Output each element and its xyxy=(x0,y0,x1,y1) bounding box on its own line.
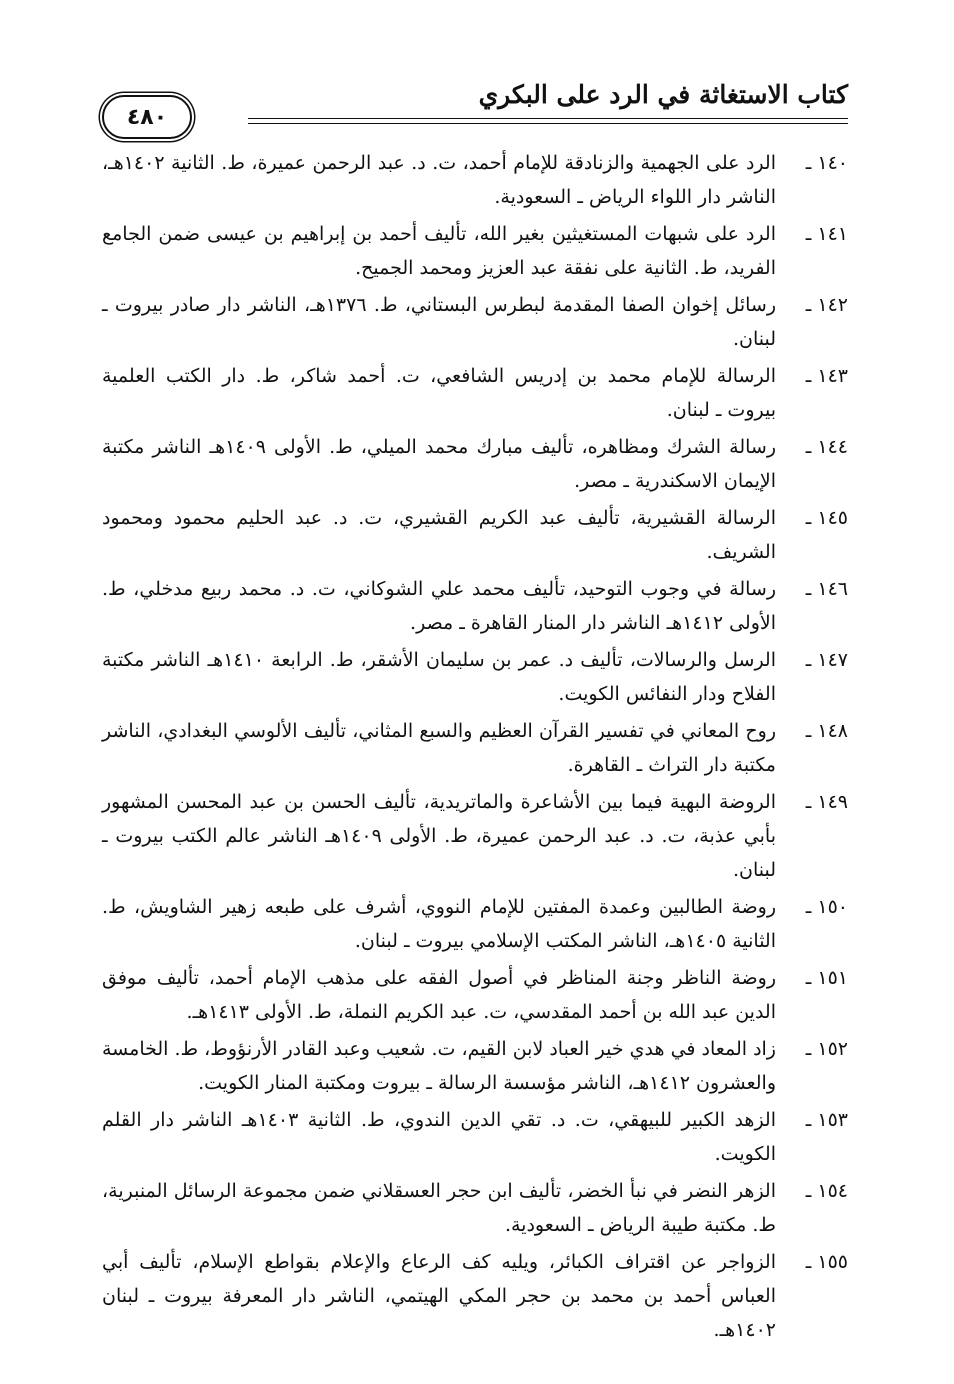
bibliography-entry xyxy=(102,1103,848,1171)
entry-text: روح المعاني في تفسير القرآن العظيم والسبع المثاني، تأليف الألوسي البغدادي، الناشر مكتبة دار التراث ـ القاهرة. xyxy=(102,720,776,776)
entry-number: ١٤٠ ـ xyxy=(805,152,848,174)
entry-text: الرسل والرسالات، تأليف د. عمر بن سليمان الأشقر، ط. الرابعة ١٤١٠هـ الناشر مكتبة الفلاح ودار النفائس الكويت. xyxy=(102,649,776,705)
bibliography-entry xyxy=(102,1174,848,1242)
page-header xyxy=(100,80,848,140)
header-rule xyxy=(248,123,848,124)
bibliography-entry xyxy=(102,572,848,640)
entry-number: ١٤٦ ـ xyxy=(805,578,848,600)
entry-text: روضة الطالبين وعمدة المفتين للإمام النووي، أشرف على طبعه زهير الشاويش، ط. الثانية ١٤٠٥هـ، الناشر المكتب الإسلامي بيروت ـ لبنان. xyxy=(102,896,776,952)
bibliography-entry xyxy=(102,785,848,887)
bibliography-entry xyxy=(102,890,848,958)
entry-text: الرد على شبهات المستغيثين بغير الله، تأليف أحمد بن إبراهيم بن عيسى ضمن الجامع الفريد، ط. الثانية على نفقة عبد العزيز ومحمد الجميح. xyxy=(102,223,776,279)
book-title: كتاب الاستغاثة في الرد على البكري xyxy=(478,80,848,109)
entry-number: ١٥٠ ـ xyxy=(805,896,848,918)
entry-number: ١٤٩ ـ xyxy=(805,791,848,813)
entry-number: ١٤٤ ـ xyxy=(805,436,848,458)
page-number-badge xyxy=(102,95,192,139)
bibliography-entry xyxy=(102,501,848,569)
entry-number: ١٤٥ ـ xyxy=(805,507,848,529)
entry-number: ١٤٧ ـ xyxy=(805,649,848,671)
entry-text: زاد المعاد في هدي خير العباد لابن القيم، ت. شعيب وعبد القادر الأرنؤوط، ط. الخامسة والعشرون ١٤١٢هـ، الناشر مؤسسة الرسالة ـ بيروت ومكتبة المنار الكويت. xyxy=(102,1038,776,1094)
bibliography-entry xyxy=(102,288,848,356)
bibliography-list xyxy=(102,146,848,1350)
entry-number: ١٤١ ـ xyxy=(805,223,848,245)
bibliography-entry xyxy=(102,961,848,1029)
entry-number: ١٤٣ ـ xyxy=(805,365,848,387)
entry-text: الزهد الكبير للبيهقي، ت. د. تقي الدين الندوي، ط. الثانية ١٤٠٣هـ الناشر دار القلم الكويت. xyxy=(102,1109,776,1165)
entry-text: روضة الناظر وجنة المناظر في أصول الفقه على مذهب الإمام أحمد، تأليف موفق الدين عبد الله بن أحمد المقدسي، ت. عبد الكريم النملة، ط. الأولى ١٤١٣هـ. xyxy=(102,967,776,1023)
bibliography-entry xyxy=(102,430,848,498)
bibliography-entry xyxy=(102,1032,848,1100)
bibliography-entry xyxy=(102,359,848,427)
entry-text: الرد على الجهمية والزنادقة للإمام أحمد، ت. د. عبد الرحمن عميرة، ط. الثانية ١٤٠٢هـ، الناشر دار اللواء الرياض ـ السعودية. xyxy=(102,152,776,208)
bibliography-entry xyxy=(102,714,848,782)
entry-text: الزهر النضر في نبأ الخضر، تأليف ابن حجر العسقلاني ضمن مجموعة الرسائل المنبرية، ط. مكتبة طيبة الرياض ـ السعودية. xyxy=(102,1180,776,1236)
header-rule xyxy=(248,118,848,119)
entry-text: رسائل إخوان الصفا المقدمة لبطرس البستاني، ط. ١٣٧٦هـ، الناشر دار صادر بيروت ـ لبنان. xyxy=(102,294,776,350)
bibliography-entry xyxy=(102,643,848,711)
entry-text: الرسالة للإمام محمد بن إدريس الشافعي، ت. أحمد شاكر، ط. دار الكتب العلمية بيروت ـ لبنان. xyxy=(102,365,776,421)
bibliography-entry xyxy=(102,146,848,214)
entry-number: ١٥٤ ـ xyxy=(805,1180,848,1202)
entry-text: رسالة في وجوب التوحيد، تأليف محمد علي الشوكاني، ت. د. محمد ربيع مدخلي، ط. الأولى ١٤١٢هـ الناشر دار المنار القاهرة ـ مصر. xyxy=(102,578,776,634)
entry-number: ١٥٣ ـ xyxy=(805,1109,848,1131)
page-number: ٤٨٠ xyxy=(126,104,168,130)
entry-text: الرسالة القشيرية، تأليف عبد الكريم القشيري، ت. د. عبد الحليم محمود ومحمود الشريف. xyxy=(102,507,776,563)
entry-text: الزواجر عن اقتراف الكبائر، ويليه كف الرعاع والإعلام بقواطع الإسلام، تأليف أبي العباس أحمد بن محمد بن حجر المكي الهيتمي، الناشر دار المعرفة بيروت ـ لبنان ١٤٠٢هـ. xyxy=(102,1251,776,1341)
entry-number: ١٤٢ ـ xyxy=(805,294,848,316)
entry-number: ١٥١ ـ xyxy=(805,967,848,989)
bibliography-entry xyxy=(102,217,848,285)
entry-number: ١٥٢ ـ xyxy=(805,1038,848,1060)
entry-number: ١٥٥ ـ xyxy=(805,1251,848,1273)
entry-text: الروضة البهية فيما بين الأشاعرة والماتريدية، تأليف الحسن بن عبد المحسن المشهور بأبي عذبة، ت. د. عبد الرحمن عميرة، ط. الأولى ١٤٠٩هـ الناشر عالم الكتب بيروت ـ لبنان. xyxy=(102,791,777,881)
entry-text: رسالة الشرك ومظاهره، تأليف مبارك محمد الميلي، ط. الأولى ١٤٠٩هـ الناشر مكتبة الإيمان الاسكندرية ـ مصر. xyxy=(102,436,777,492)
bibliography-entry xyxy=(102,1245,848,1347)
entry-number: ١٤٨ ـ xyxy=(805,720,848,742)
